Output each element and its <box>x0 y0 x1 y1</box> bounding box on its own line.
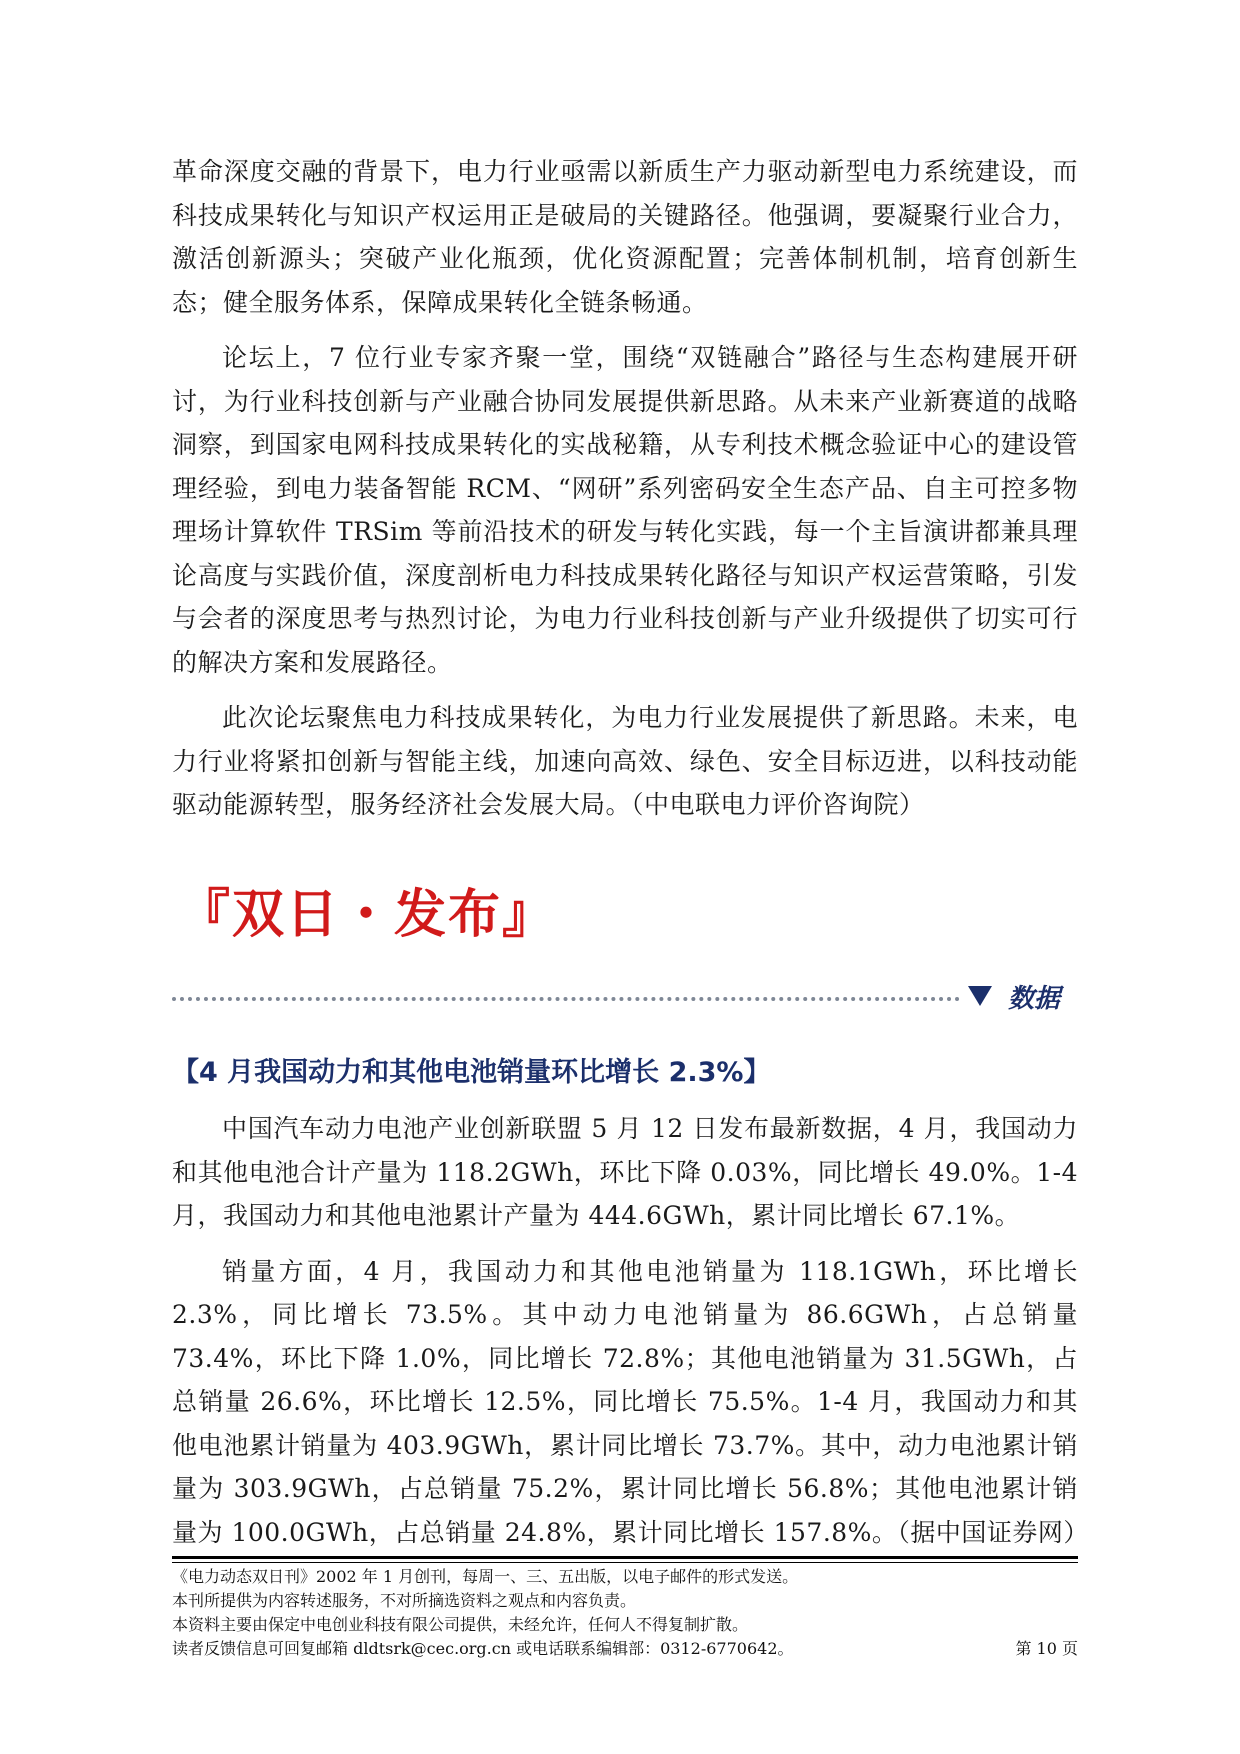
article-continuation <box>172 150 1078 839</box>
section-divider <box>172 978 1078 1018</box>
news-paragraph: 销量方面，4 月，我国动力和其他电池销量为 118.1GWh，环比增长 2.3%，同比增长 73.5%。其中动力电池销量为 86.6GWh，占总销量 73.4%，环比下降 1.0%，同比增长 72.8%；其他电池销量为 31.5GWh，占总销量 26.6%，环比增长 12.5%，同比增长 75.5%。1-4 月，我国动力和其他电池累计销量为 403.9GWh，累计同比增长 73.7%。其中，动力电池累计销量为 303.9GWh，占总销量 75.2%，累计同比增长 56.8%；其他电池累计销量为 100.0GWh，占总销量 24.8%，累计同比增长 157.8%。（据中国证券网） <box>172 1256 1089 1547</box>
news-body <box>172 1107 1089 1566</box>
footer-line: 本资料主要由保定中电创业科技有限公司提供，未经允许，任何人不得复制扩散。 <box>172 1615 749 1634</box>
footer-rule <box>172 1556 1078 1559</box>
news-paragraph: 中国汽车动力电池产业创新联盟 5 月 12 日发布最新数据，4 月，我国动力和其他电池合计产量为 118.2GWh，环比下降 0.03%，同比增长 49.0%。1-4 月，我国动力和其他电池累计产量为 444.6GWh，累计同比增长 67.1%。 <box>172 1114 1078 1230</box>
article-paragraph: 此次论坛聚焦电力科技成果转化，为电力行业发展提供了新思路。未来，电力行业将紧扣创新与智能主线，加速向高效、绿色、安全目标迈进，以科技动能驱动能源转型，服务经济社会发展大局。（中电联电力评价咨询院） <box>172 703 1078 819</box>
page-number: 第 10 页 <box>1015 1639 1078 1658</box>
article-paragraph: 革命深度交融的背景下，电力行业亟需以新质生产力驱动新型电力系统建设，而科技成果转化与知识产权运用正是破局的关键路径。他强调，要凝聚行业合力，激活创新源头；突破产业化瓶颈，优化资源配置；完善体制机制，培育创新生态；健全服务体系，保障成果转化全链条畅通。 <box>172 157 1078 317</box>
triangle-down-icon <box>968 986 992 1006</box>
category-label: 数据 <box>1008 984 1061 1014</box>
footer-line: 本刊所提供为内容转述服务，不对所摘选资料之观点和内容负责。 <box>172 1591 637 1610</box>
dotted-rule <box>172 997 960 1001</box>
article-paragraph: 论坛上，7 位行业专家齐聚一堂，围绕“双链融合”路径与生态构建展开研讨，为行业科技创新与产业融合协同发展提供新思路。从未来产业新赛道的战略洞察，到国家电网科技成果转化的实战秘籍，从专利技术概念验证中心的建设管理经验，到电力装备智能 RCM、“网研”系列密码安全生态产品、自主可控多物理场计算软件 TRSim 等前沿技术的研发与转化实践，每一个主旨演讲都兼具理论高度与实践价值，深度剖析电力科技成果转化路径与知识产权运营策略，引发与会者的深度思考与热烈讨论，为电力行业科技创新与产业升级提供了切实可行的解决方案和发展路径。 <box>172 343 1078 677</box>
footer-rule-thin <box>172 1562 1078 1563</box>
news-title: 【4 月我国动力和其他电池销量环比增长 2.3%】 <box>172 1057 771 1088</box>
section-title: 『双日・发布』 <box>178 885 557 945</box>
footer <box>172 1565 1078 1661</box>
footer-line: 《电力动态双日刊》2002 年 1 月创刊，每周一、三、五出版，以电子邮件的形式发送。 <box>172 1567 799 1586</box>
footer-contact-line: 读者反馈信息可回复邮箱 dldtsrk@cec.org.cn 或电话联系编辑部：0312-6770642。 <box>172 1639 794 1658</box>
